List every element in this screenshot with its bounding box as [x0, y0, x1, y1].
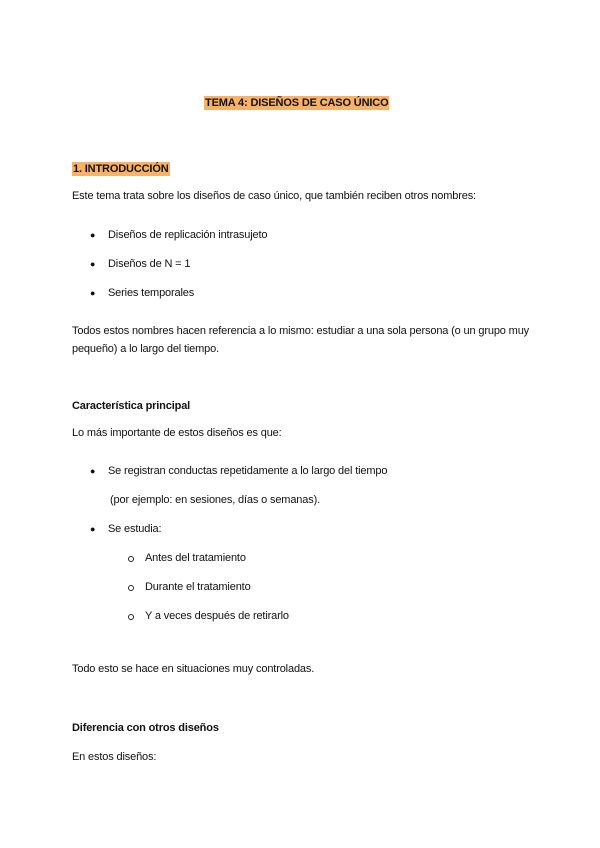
- summary-paragraph: Todos estos nombres hacen referencia a lo mismo: estudiar a una sola persona (o un grupo muy pequeño) a lo largo del tiempo.: [72, 325, 530, 355]
- intro-paragraph: Este tema trata sobre los diseños de caso único, que también reciben otros nombres:: [72, 190, 476, 202]
- characteristic-intro: Lo más importante de estos diseños es que:: [72, 427, 282, 439]
- section-heading-caracteristica: Característica principal: [72, 400, 191, 412]
- closing-paragraph: Todo esto se hace en situaciones muy controladas.: [72, 663, 315, 675]
- list-item: Series temporales: [108, 287, 195, 299]
- bullet-icon: ●: [90, 259, 96, 269]
- document-title: TEMA 4: DISEÑOS DE CASO ÚNICO: [205, 97, 389, 109]
- bullet-icon: ●: [90, 230, 96, 240]
- sub-list-item: Y a veces después de retirarlo: [145, 610, 289, 622]
- section-heading-diferencia: Diferencia con otros diseños: [72, 722, 219, 734]
- list-item: Diseños de replicación intrasujeto: [108, 229, 268, 241]
- hollow-bullet-icon: [128, 585, 134, 591]
- list-item: Se estudia:: [108, 523, 162, 535]
- hollow-bullet-icon: [128, 614, 134, 620]
- hollow-bullet-icon: [128, 556, 134, 562]
- bullet-icon: ●: [90, 288, 96, 298]
- list-item: Diseños de N = 1: [108, 258, 191, 270]
- bullet-icon: ●: [90, 524, 96, 534]
- section-heading-introduccion: 1. INTRODUCCIÓN: [73, 163, 169, 175]
- list-item-note: (por ejemplo: en sesiones, días o semanas).: [110, 494, 320, 506]
- sub-list-item: Durante el tratamiento: [145, 581, 251, 593]
- bullet-icon: ●: [90, 466, 96, 476]
- difference-intro: En estos diseños:: [72, 751, 157, 763]
- list-item: Se registran conductas repetidamente a lo largo del tiempo: [108, 465, 388, 477]
- sub-list-item: Antes del tratamiento: [145, 552, 246, 564]
